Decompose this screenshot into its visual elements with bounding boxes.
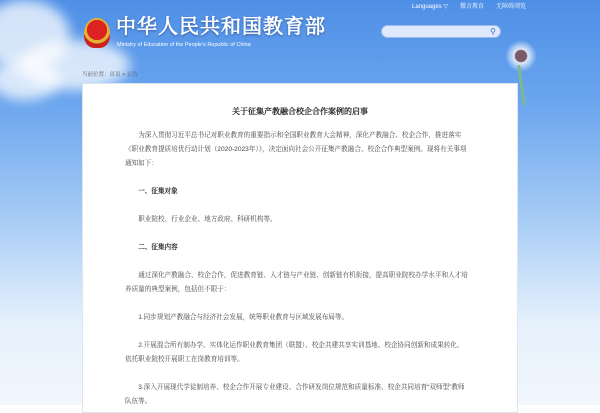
top-links	[412, 3, 526, 11]
search-icon[interactable]: ⚲	[490, 27, 496, 36]
dandelion-decoration	[505, 40, 537, 72]
site-title[interactable]: 中华人民共和国教育部	[116, 16, 326, 38]
accessibility-link[interactable]: 无障碍浏览	[496, 4, 527, 10]
languages-link[interactable]: Languages ▽	[412, 4, 448, 10]
paragraph: 3.深入开展现代学徒制培养、校企合作开展专业建设、合作研发岗位规范和质量标准、校企共同培育“双师型”教师队伍等。	[125, 384, 465, 405]
national-emblem-logo[interactable]	[84, 18, 110, 48]
paragraph: 为深入贯彻习近平总书记对职业教育的重要指示和全国职业教育大会精神，深化产教融合、校企合作，推进落实《职业教育提质培优行动计划（2020-2023年）》，决定面向社会公开征集产教融合、校企合作典型案例。现将有关事项通知如下：	[125, 132, 467, 167]
article-container	[82, 83, 518, 413]
section-heading: 二、征集内容	[138, 244, 178, 251]
weiyan-link[interactable]: 微言教育	[459, 4, 484, 10]
section-heading: 一、征集对象	[138, 188, 178, 195]
site-subtitle: Ministry of Education of the People's Republic of China	[117, 42, 251, 48]
paragraph: 2.开展混合所有制办学、实体化运作职业教育集团（联盟）、校企共建共享实训基地、校企协同创新和成果转化、依托职业院校开展职工在岗教育培训等。	[125, 342, 464, 363]
breadcrumb: 当前位置：首页 > 公告	[82, 72, 138, 78]
article-title: 关于征集产教融合校企合作案例的启事	[232, 107, 368, 116]
search-input[interactable]	[381, 25, 501, 38]
paragraph: 通过深化产教融合、校企合作，促进教育链、人才链与产业链、创新链有机衔接，提高职业院校办学水平和人才培养质量的典型案例，包括但不限于：	[125, 272, 468, 293]
paragraph: 职业院校、行业企业、地方政府、科研机构等。	[138, 216, 277, 223]
paragraph: 1.同步规划产教融合与经济社会发展，统筹职业教育与区域发展布局等。	[138, 314, 349, 321]
article-body	[125, 129, 470, 409]
